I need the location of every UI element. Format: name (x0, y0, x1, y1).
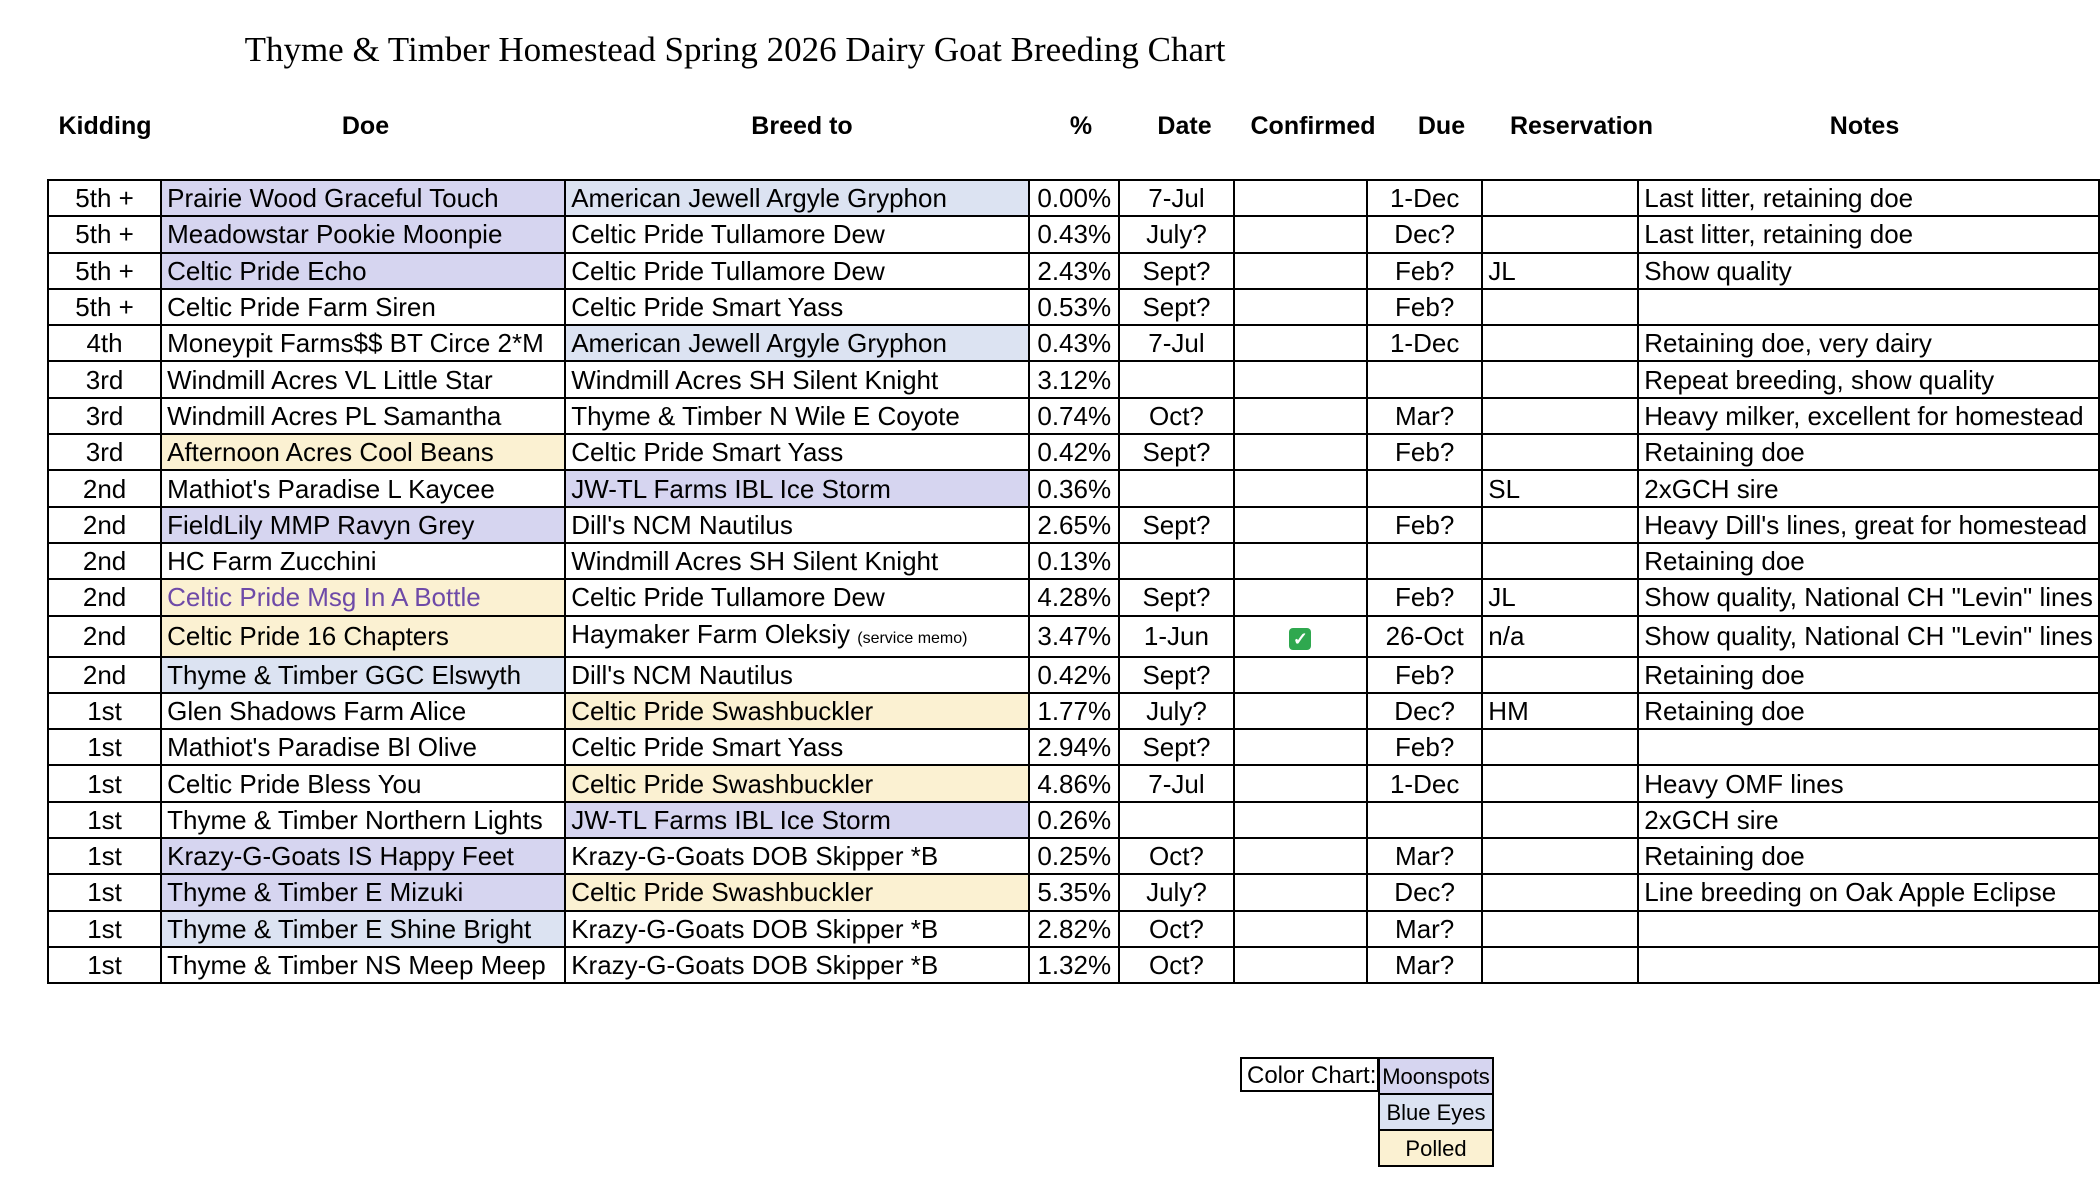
percent-cell: 0.43% (1029, 325, 1119, 361)
breed-to-cell: JW-TL Farms IBL Ice Storm (565, 802, 1029, 838)
table-row (48, 579, 2099, 615)
doe-cell: Celtic Pride Farm Siren (161, 289, 565, 325)
due-cell: Dec? (1367, 216, 1482, 252)
header-kidding: Kidding (58, 112, 152, 140)
header-breed-to: Breed to (751, 112, 853, 140)
breed-to-cell: Krazy-G-Goats DOB Skipper *B (565, 838, 1029, 874)
breed-to-cell: Celtic Pride Smart Yass (565, 729, 1029, 765)
reservation-cell (1482, 838, 1638, 874)
table-row (48, 253, 2099, 289)
notes-cell: 2xGCH sire (1638, 470, 2099, 506)
kidding-cell: 1st (48, 729, 161, 765)
table-row (48, 729, 2099, 765)
doe-cell: Mathiot's Paradise L Kaycee (161, 470, 565, 506)
percent-cell: 0.00% (1029, 180, 1119, 216)
chart-title: Thyme & Timber Homestead Spring 2026 Dairy Goat Breeding Chart (244, 30, 1226, 69)
reservation-cell (1482, 874, 1638, 910)
table-row (48, 434, 2099, 470)
kidding-cell: 1st (48, 802, 161, 838)
date-cell: Oct? (1119, 398, 1234, 434)
confirmed-cell (1234, 398, 1367, 434)
reservation-cell: HM (1482, 693, 1638, 729)
kidding-cell: 5th + (48, 289, 161, 325)
confirmed-cell (1234, 289, 1367, 325)
breed-to-name: Haymaker Farm Oleksiy (571, 618, 851, 649)
percent-cell: 0.42% (1029, 657, 1119, 693)
table-row (48, 874, 2099, 910)
notes-cell (1638, 947, 2099, 983)
breed-to-cell: Dill's NCM Nautilus (565, 657, 1029, 693)
table-row (48, 325, 2099, 361)
kidding-cell: 2nd (48, 657, 161, 693)
notes-cell (1638, 289, 2099, 325)
notes-cell: Retaining doe (1638, 838, 2099, 874)
doe-cell: Thyme & Timber Northern Lights (161, 802, 565, 838)
doe-cell: Celtic Pride Echo (161, 253, 565, 289)
header-confirmed: Confirmed (1250, 112, 1376, 140)
due-cell: 26-Oct (1367, 616, 1482, 657)
doe-cell: Windmill Acres VL Little Star (161, 361, 565, 397)
doe-cell: Meadowstar Pookie Moonpie (161, 216, 565, 252)
table-row (48, 289, 2099, 325)
service-memo-note: (service memo) (857, 629, 968, 647)
reservation-cell (1482, 911, 1638, 947)
date-cell: July? (1119, 693, 1234, 729)
kidding-cell: 1st (48, 838, 161, 874)
confirmed-cell (1234, 911, 1367, 947)
table-row (48, 616, 2099, 657)
confirmed-check-icon: ✓ (1289, 628, 1311, 650)
reservation-cell (1482, 543, 1638, 579)
kidding-cell: 2nd (48, 579, 161, 615)
confirmed-cell (1234, 874, 1367, 910)
legend-polled: Polled (1378, 1129, 1494, 1167)
table-row (48, 470, 2099, 506)
kidding-cell: 2nd (48, 507, 161, 543)
doe-cell: Thyme & Timber E Mizuki (161, 874, 565, 910)
percent-cell: 1.32% (1029, 947, 1119, 983)
notes-cell: 2xGCH sire (1638, 802, 2099, 838)
date-cell: Sept? (1119, 579, 1234, 615)
date-cell (1119, 361, 1234, 397)
reservation-cell (1482, 180, 1638, 216)
header-reservation: Reservation (1509, 112, 1654, 140)
percent-cell: 0.25% (1029, 838, 1119, 874)
due-cell: Feb? (1367, 507, 1482, 543)
breed-to-cell: Krazy-G-Goats DOB Skipper *B (565, 947, 1029, 983)
date-cell: Oct? (1119, 947, 1234, 983)
due-cell: Feb? (1367, 434, 1482, 470)
date-cell: Oct? (1119, 911, 1234, 947)
doe-cell: Moneypit Farms$$ BT Circe 2*M (161, 325, 565, 361)
date-cell: 7-Jul (1119, 180, 1234, 216)
doe-cell: Mathiot's Paradise Bl Olive (161, 729, 565, 765)
kidding-cell: 1st (48, 911, 161, 947)
confirmed-cell (1234, 543, 1367, 579)
breed-to-cell: American Jewell Argyle Gryphon (565, 325, 1029, 361)
reservation-cell (1482, 216, 1638, 252)
date-cell: Oct? (1119, 838, 1234, 874)
reservation-cell (1482, 507, 1638, 543)
confirmed-cell (1234, 507, 1367, 543)
date-cell: Sept? (1119, 507, 1234, 543)
doe-cell: Thyme & Timber GGC Elswyth (161, 657, 565, 693)
reservation-cell (1482, 657, 1638, 693)
confirmed-cell (1234, 947, 1367, 983)
notes-cell: Retaining doe (1638, 657, 2099, 693)
confirmed-cell (1234, 765, 1367, 801)
kidding-cell: 5th + (48, 253, 161, 289)
due-cell (1367, 470, 1482, 506)
confirmed-cell (1234, 325, 1367, 361)
header-due: Due (1417, 112, 1466, 140)
confirmed-cell (1234, 216, 1367, 252)
confirmed-cell (1234, 616, 1367, 657)
reservation-cell (1482, 765, 1638, 801)
date-cell: July? (1119, 874, 1234, 910)
doe-cell: Celtic Pride Msg In A Bottle (161, 579, 565, 615)
reservation-cell (1482, 434, 1638, 470)
due-cell: Feb? (1367, 253, 1482, 289)
notes-cell: Repeat breeding, show quality (1638, 361, 2099, 397)
table-row (48, 361, 2099, 397)
confirmed-cell (1234, 253, 1367, 289)
confirmed-cell (1234, 802, 1367, 838)
percent-cell: 5.35% (1029, 874, 1119, 910)
date-cell: 7-Jul (1119, 765, 1234, 801)
kidding-cell: 5th + (48, 216, 161, 252)
reservation-cell (1482, 361, 1638, 397)
table-row (48, 947, 2099, 983)
notes-cell: Last litter, retaining doe (1638, 180, 2099, 216)
due-cell: 1-Dec (1367, 765, 1482, 801)
date-cell: Sept? (1119, 253, 1234, 289)
due-cell: Mar? (1367, 398, 1482, 434)
date-cell: Sept? (1119, 289, 1234, 325)
notes-cell: Line breeding on Oak Apple Eclipse (1638, 874, 2099, 910)
table-row (48, 543, 2099, 579)
notes-cell: Show quality, National CH "Levin" lines (1638, 579, 2099, 615)
breed-to-cell: American Jewell Argyle Gryphon (565, 180, 1029, 216)
table-row (48, 693, 2099, 729)
breeding-table (47, 179, 2100, 984)
percent-cell: 0.74% (1029, 398, 1119, 434)
date-cell (1119, 470, 1234, 506)
notes-cell: Heavy Dill's lines, great for homestead (1638, 507, 2099, 543)
breed-to-cell: Celtic Pride Tullamore Dew (565, 253, 1029, 289)
breed-to-cell: Windmill Acres SH Silent Knight (565, 543, 1029, 579)
kidding-cell: 2nd (48, 616, 161, 657)
percent-cell: 0.53% (1029, 289, 1119, 325)
date-cell (1119, 543, 1234, 579)
due-cell (1367, 802, 1482, 838)
due-cell: 1-Dec (1367, 180, 1482, 216)
notes-cell: Retaining doe, very dairy (1638, 325, 2099, 361)
kidding-cell: 5th + (48, 180, 161, 216)
breed-to-cell: Dill's NCM Nautilus (565, 507, 1029, 543)
date-cell: Sept? (1119, 657, 1234, 693)
table-row (48, 507, 2099, 543)
due-cell: Dec? (1367, 874, 1482, 910)
notes-cell: Show quality, National CH "Levin" lines (1638, 616, 2099, 657)
doe-cell: Thyme & Timber NS Meep Meep (161, 947, 565, 983)
reservation-cell: SL (1482, 470, 1638, 506)
reservation-cell: n/a (1482, 616, 1638, 657)
confirmed-cell (1234, 657, 1367, 693)
table-row (48, 765, 2099, 801)
kidding-cell: 2nd (48, 543, 161, 579)
confirmed-cell (1234, 361, 1367, 397)
due-cell: Dec? (1367, 693, 1482, 729)
table-row (48, 216, 2099, 252)
kidding-cell: 4th (48, 325, 161, 361)
doe-cell: HC Farm Zucchini (161, 543, 565, 579)
percent-cell: 0.26% (1029, 802, 1119, 838)
kidding-cell: 1st (48, 874, 161, 910)
breed-to-cell (565, 616, 1029, 657)
kidding-cell: 3rd (48, 398, 161, 434)
reservation-cell: JL (1482, 579, 1638, 615)
table-row (48, 802, 2099, 838)
due-cell (1367, 361, 1482, 397)
percent-cell: 1.77% (1029, 693, 1119, 729)
notes-cell: Heavy OMF lines (1638, 765, 2099, 801)
legend-label: Color Chart: (1240, 1057, 1379, 1092)
kidding-cell: 3rd (48, 361, 161, 397)
table-row (48, 398, 2099, 434)
percent-cell: 4.28% (1029, 579, 1119, 615)
legend-moonspots: Moonspots (1378, 1057, 1494, 1095)
due-cell: Mar? (1367, 947, 1482, 983)
breed-to-cell: Krazy-G-Goats DOB Skipper *B (565, 911, 1029, 947)
due-cell: 1-Dec (1367, 325, 1482, 361)
breed-to-cell: Celtic Pride Swashbuckler (565, 693, 1029, 729)
kidding-cell: 1st (48, 693, 161, 729)
breed-to-cell: Celtic Pride Smart Yass (565, 434, 1029, 470)
header-notes: Notes (1829, 112, 1900, 140)
notes-cell (1638, 911, 2099, 947)
percent-cell: 2.43% (1029, 253, 1119, 289)
header-doe: Doe (341, 112, 390, 140)
reservation-cell (1482, 802, 1638, 838)
percent-cell: 4.86% (1029, 765, 1119, 801)
kidding-cell: 2nd (48, 470, 161, 506)
confirmed-cell (1234, 579, 1367, 615)
doe-cell: Afternoon Acres Cool Beans (161, 434, 565, 470)
reservation-cell (1482, 398, 1638, 434)
percent-cell: 2.94% (1029, 729, 1119, 765)
percent-cell: 2.65% (1029, 507, 1119, 543)
reservation-cell (1482, 289, 1638, 325)
due-cell (1367, 543, 1482, 579)
notes-cell: Last litter, retaining doe (1638, 216, 2099, 252)
percent-cell: 3.47% (1029, 616, 1119, 657)
legend-blue-eyes: Blue Eyes (1378, 1093, 1494, 1131)
reservation-cell (1482, 729, 1638, 765)
percent-cell: 2.82% (1029, 911, 1119, 947)
doe-cell: Thyme & Timber E Shine Bright (161, 911, 565, 947)
breed-to-cell: Windmill Acres SH Silent Knight (565, 361, 1029, 397)
notes-cell: Retaining doe (1638, 693, 2099, 729)
date-cell: July? (1119, 216, 1234, 252)
percent-cell: 0.13% (1029, 543, 1119, 579)
percent-cell: 0.42% (1029, 434, 1119, 470)
breed-to-cell: Celtic Pride Smart Yass (565, 289, 1029, 325)
percent-cell: 3.12% (1029, 361, 1119, 397)
due-cell: Feb? (1367, 657, 1482, 693)
confirmed-cell (1234, 838, 1367, 874)
due-cell: Mar? (1367, 911, 1482, 947)
table-row (48, 180, 2099, 216)
confirmed-cell (1234, 434, 1367, 470)
breed-to-cell: Thyme & Timber N Wile E Coyote (565, 398, 1029, 434)
percent-cell: 0.36% (1029, 470, 1119, 506)
doe-cell: Krazy-G-Goats IS Happy Feet (161, 838, 565, 874)
table-row (48, 657, 2099, 693)
confirmed-cell (1234, 180, 1367, 216)
notes-cell: Heavy milker, excellent for homestead (1638, 398, 2099, 434)
notes-cell: Retaining doe (1638, 434, 2099, 470)
notes-cell: Show quality (1638, 253, 2099, 289)
notes-cell: Retaining doe (1638, 543, 2099, 579)
doe-cell: Windmill Acres PL Samantha (161, 398, 565, 434)
header-percent: % (1069, 112, 1093, 140)
breed-to-cell: JW-TL Farms IBL Ice Storm (565, 470, 1029, 506)
due-cell: Mar? (1367, 838, 1482, 874)
confirmed-cell (1234, 470, 1367, 506)
due-cell: Feb? (1367, 579, 1482, 615)
date-cell: 1-Jun (1119, 616, 1234, 657)
doe-cell: Celtic Pride Bless You (161, 765, 565, 801)
due-cell: Feb? (1367, 729, 1482, 765)
date-cell: Sept? (1119, 434, 1234, 470)
percent-cell: 0.43% (1029, 216, 1119, 252)
breed-to-cell: Celtic Pride Tullamore Dew (565, 579, 1029, 615)
header-date: Date (1157, 112, 1212, 140)
doe-cell: Glen Shadows Farm Alice (161, 693, 565, 729)
date-cell: 7-Jul (1119, 325, 1234, 361)
doe-cell: Prairie Wood Graceful Touch (161, 180, 565, 216)
doe-cell: Celtic Pride 16 Chapters (161, 616, 565, 657)
breed-to-cell: Celtic Pride Tullamore Dew (565, 216, 1029, 252)
breed-to-cell: Celtic Pride Swashbuckler (565, 874, 1029, 910)
due-cell: Feb? (1367, 289, 1482, 325)
kidding-cell: 1st (48, 765, 161, 801)
kidding-cell: 3rd (48, 434, 161, 470)
kidding-cell: 1st (48, 947, 161, 983)
reservation-cell: JL (1482, 253, 1638, 289)
breed-to-cell: Celtic Pride Swashbuckler (565, 765, 1029, 801)
confirmed-cell (1234, 729, 1367, 765)
table-row (48, 838, 2099, 874)
doe-cell: FieldLily MMP Ravyn Grey (161, 507, 565, 543)
notes-cell (1638, 729, 2099, 765)
date-cell (1119, 802, 1234, 838)
table-row (48, 911, 2099, 947)
reservation-cell (1482, 325, 1638, 361)
reservation-cell (1482, 947, 1638, 983)
date-cell: Sept? (1119, 729, 1234, 765)
confirmed-cell (1234, 693, 1367, 729)
